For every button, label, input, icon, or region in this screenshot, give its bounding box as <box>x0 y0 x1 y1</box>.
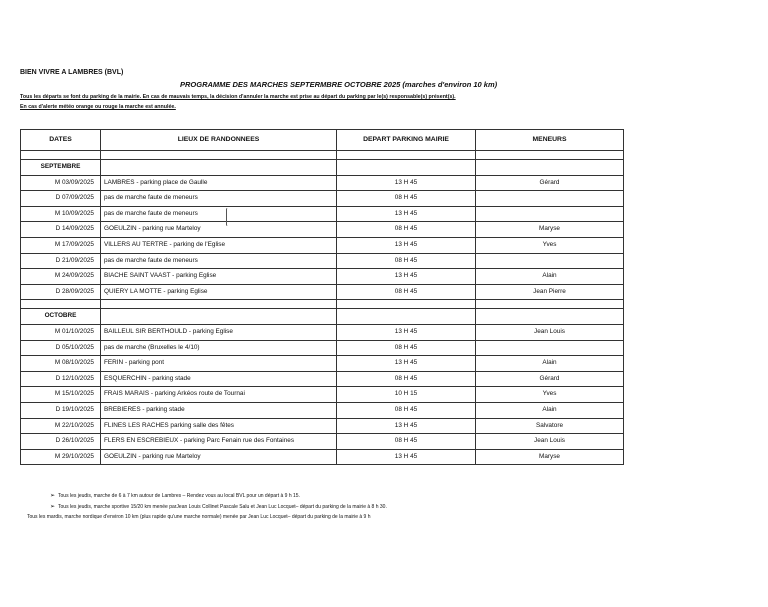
table-row <box>21 237 624 253</box>
place-cell: pas de marche faute de meneurs <box>101 206 337 222</box>
departure-time-cell: 13 H 45 <box>337 324 476 340</box>
leader-cell: Gérard <box>476 371 624 387</box>
date-cell: D 21/09/2025 <box>21 253 101 269</box>
table-row <box>21 449 624 465</box>
place-cell: pas de marche (Bruxelles le 4/10) <box>101 340 337 356</box>
column-header-places: LIEUX DE RANDONNEES <box>101 130 337 151</box>
table-row <box>21 191 624 207</box>
empty-cell <box>337 309 476 325</box>
date-cell: M 24/09/2025 <box>21 269 101 285</box>
empty-cell <box>337 160 476 176</box>
empty-cell <box>21 151 101 160</box>
column-header-leaders: MENEURS <box>476 130 624 151</box>
section-row <box>21 160 624 176</box>
departure-time-cell: 13 H 45 <box>337 356 476 372</box>
table-row <box>21 324 624 340</box>
departure-time-cell: 13 H 45 <box>337 206 476 222</box>
table-row <box>21 206 624 222</box>
leader-cell: Gérard <box>476 175 624 191</box>
leader-cell: Jean Louis <box>476 324 624 340</box>
leader-cell: Maryse <box>476 449 624 465</box>
footer-note-thursday-sport: ➢ Tous les jeudis, marche sportive 15/20 km menée parJean Louis Collinet Pascale Salu et Jean Luc Locquet– départ du parking de la mairie à 8 h 30. <box>50 504 387 510</box>
section-row <box>21 309 624 325</box>
place-cell: ESQUERCHIN - parking stade <box>101 371 337 387</box>
departure-time-cell: 10 H 15 <box>337 387 476 403</box>
spacer-row <box>21 300 624 309</box>
leader-cell: Maryse <box>476 222 624 238</box>
table-row <box>21 222 624 238</box>
table-row <box>21 284 624 300</box>
date-cell: D 12/10/2025 <box>21 371 101 387</box>
scan-mark <box>226 208 229 226</box>
departure-time-cell: 13 H 45 <box>337 175 476 191</box>
place-cell: BAILLEUL SIR BERTHOULD - parking Eglise <box>101 324 337 340</box>
table-row <box>21 269 624 285</box>
place-cell: LAMBRES - parking place de Gaulle <box>101 175 337 191</box>
place-cell: pas de marche faute de meneurs <box>101 253 337 269</box>
place-cell: BREBIERES - parking stade <box>101 402 337 418</box>
departure-time-cell: 08 H 45 <box>337 191 476 207</box>
empty-cell <box>476 160 624 176</box>
place-cell: GOEULZIN - parking rue Marteloy <box>101 222 337 238</box>
leader-cell: Alain <box>476 402 624 418</box>
place-cell: pas de marche faute de meneurs <box>101 191 337 207</box>
date-cell: M 01/10/2025 <box>21 324 101 340</box>
leader-cell <box>476 340 624 356</box>
date-cell: M 03/09/2025 <box>21 175 101 191</box>
column-header-dates: DATES <box>21 130 101 151</box>
place-cell: FERIN - parking pont <box>101 356 337 372</box>
departure-time-cell: 08 H 45 <box>337 402 476 418</box>
empty-cell <box>101 160 337 176</box>
empty-cell <box>101 309 337 325</box>
spacer-row <box>21 151 624 160</box>
empty-cell <box>476 309 624 325</box>
leader-cell: Yves <box>476 237 624 253</box>
departure-time-cell: 08 H 45 <box>337 371 476 387</box>
arrow-bullet-icon: ➢ <box>50 493 56 499</box>
arrow-bullet-icon: ➢ <box>50 504 56 510</box>
departure-time-cell: 13 H 45 <box>337 418 476 434</box>
departure-time-cell: 08 H 45 <box>337 284 476 300</box>
departure-time-cell: 13 H 45 <box>337 237 476 253</box>
date-cell: D 26/10/2025 <box>21 434 101 450</box>
empty-cell <box>21 300 101 309</box>
empty-cell <box>337 300 476 309</box>
departure-note: Tous les départs se font du parking de la mairie. En cas de mauvais temps, la décision d'annuler la marche est prise au départ du parking par le(s) responsable(s) présent(s). <box>20 94 456 100</box>
empty-cell <box>337 151 476 160</box>
date-cell: M 22/10/2025 <box>21 418 101 434</box>
leader-cell: Yves <box>476 387 624 403</box>
place-cell: FRAIS MARAIS - parking Arkéos route de Tournai <box>101 387 337 403</box>
footer-note-tuesday-nordic: Tous les mardis, marche nordique d'environ 10 km (plus rapide qu'une marche normale) menée par Jean Luc Locquet– départ du parking de la mairie à 9 h <box>27 514 371 520</box>
table-row <box>21 175 624 191</box>
leader-cell <box>476 253 624 269</box>
leader-cell: Jean Louis <box>476 434 624 450</box>
leader-cell: Jean Pierre <box>476 284 624 300</box>
leader-cell: Salvatore <box>476 418 624 434</box>
empty-cell <box>101 151 337 160</box>
departure-time-cell: 08 H 45 <box>337 340 476 356</box>
departure-time-cell: 13 H 45 <box>337 449 476 465</box>
departure-time-cell: 08 H 45 <box>337 434 476 450</box>
date-cell: D 14/09/2025 <box>21 222 101 238</box>
table-row <box>21 418 624 434</box>
table-row <box>21 356 624 372</box>
table-row <box>21 434 624 450</box>
table-row <box>21 402 624 418</box>
table-header-row <box>21 130 624 151</box>
empty-cell <box>476 151 624 160</box>
section-label: SEPTEMBRE <box>21 160 101 176</box>
place-cell: FLERS EN ESCREBIEUX - parking Parc Fenain rue des Fontaines <box>101 434 337 450</box>
weather-alert-note: En cas d'alerte météo orange ou rouge la marche est annulée. <box>20 104 176 110</box>
section-label: OCTOBRE <box>21 309 101 325</box>
leader-cell <box>476 191 624 207</box>
date-cell: M 15/10/2025 <box>21 387 101 403</box>
place-cell: FLINES LES RACHES parking salle des fêtes <box>101 418 337 434</box>
date-cell: M 08/10/2025 <box>21 356 101 372</box>
organization-name: BIEN VIVRE A LAMBRES (BVL) <box>20 69 124 76</box>
leader-cell: Alain <box>476 269 624 285</box>
leader-cell: Alain <box>476 356 624 372</box>
page-title: PROGRAMME DES MARCHES SEPTERMBRE OCTOBRE 2025 (marches d'environ 10 km) <box>180 80 498 89</box>
departure-time-cell: 13 H 45 <box>337 269 476 285</box>
table-row <box>21 253 624 269</box>
empty-cell <box>101 300 337 309</box>
place-cell: BIACHE SAINT VAAST - parking Eglise <box>101 269 337 285</box>
footer-note-thursday-walk: ➢ Tous les jeudis, marche de 6 à 7 km autour de Lambres – Rendez vous au local BVL pour un départ à 9 h 15. <box>50 493 300 499</box>
table-row <box>21 371 624 387</box>
table-row <box>21 340 624 356</box>
date-cell: D 05/10/2025 <box>21 340 101 356</box>
date-cell: M 10/09/2025 <box>21 206 101 222</box>
date-cell: M 29/10/2025 <box>21 449 101 465</box>
place-cell: QUIERY LA MOTTE - parking Eglise <box>101 284 337 300</box>
date-cell: D 28/09/2025 <box>21 284 101 300</box>
schedule-table <box>20 129 624 465</box>
place-cell: GOEULZIN - parking rue Marteloy <box>101 449 337 465</box>
date-cell: D 07/09/2025 <box>21 191 101 207</box>
departure-time-cell: 08 H 45 <box>337 222 476 238</box>
leader-cell <box>476 206 624 222</box>
empty-cell <box>476 300 624 309</box>
date-cell: M 17/09/2025 <box>21 237 101 253</box>
table-row <box>21 387 624 403</box>
departure-time-cell: 08 H 45 <box>337 253 476 269</box>
column-header-departure: DEPART PARKING MAIRIE <box>337 130 476 151</box>
date-cell: D 19/10/2025 <box>21 402 101 418</box>
place-cell: VILLERS AU TERTRE - parking de l'Eglise <box>101 237 337 253</box>
